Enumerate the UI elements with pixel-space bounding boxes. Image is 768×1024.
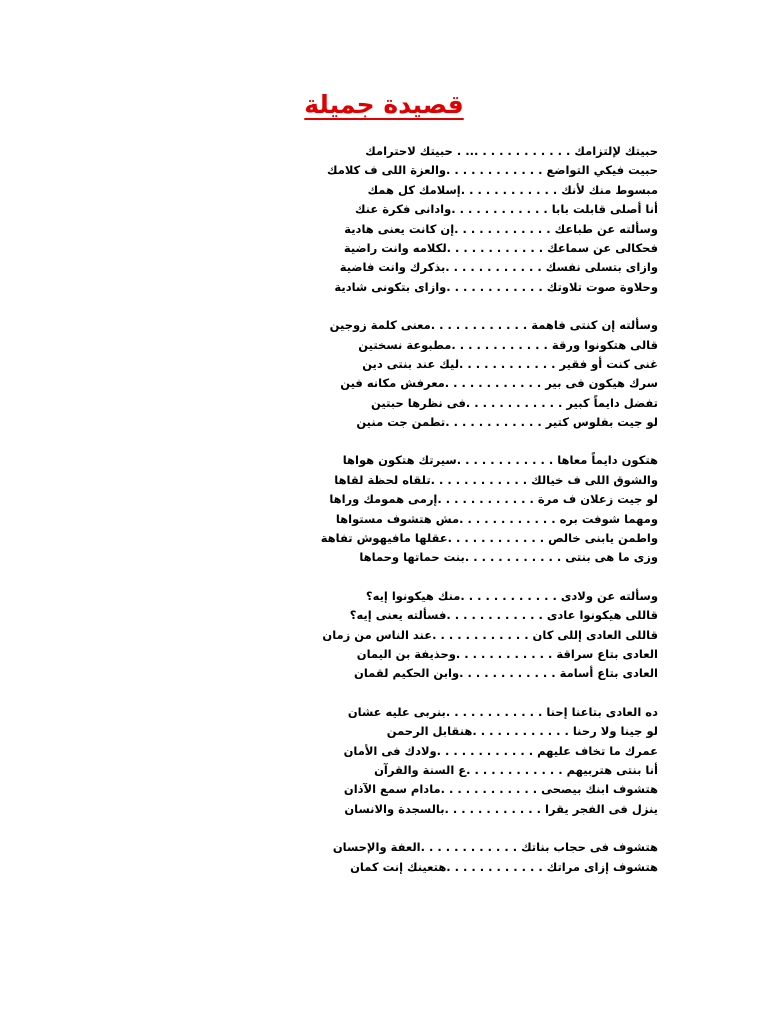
poem-line: مبسوط منك لأنك . . . . . . . . . . . .إسلامك كل همك	[367, 182, 658, 197]
poem-line: عمرك ما تخاف عليهم . . . . . . . . . . . .ولادك فى الأمان	[343, 743, 658, 758]
poem-line: قاللى هيكونوا عادى . . . . . . . . . . . .فسألته يعنى إيه؟	[349, 608, 658, 623]
poem-line: قاللى العادى إللى كان . . . . . . . . . . . .عند الناس من زمان	[322, 627, 658, 642]
poem-line: وازاى بتسلى نفسك . . . . . . . . . . . .بذكرك وانت فاضية	[339, 260, 658, 275]
poem-line: حبيتك لإلتزامك . . . . . . . . . . . ... . حبيتك لاحترامك	[365, 144, 658, 158]
poem-line: ومهما شوفت بره . . . . . . . . . . . .مش هتشوف مستواها	[335, 511, 658, 526]
poem-line: فحكالى عن سماعك . . . . . . . . . . . .لكلامه وانت راضية	[343, 240, 658, 255]
poem-line: وزى ما هى بنتى . . . . . . . . . . . .بنت حماتها وحماها	[359, 550, 658, 565]
poem-stanza	[318, 316, 658, 432]
poem-line: هتكون دايماً معاها . . . . . . . . . . . .سيرتك هتكون هواها	[342, 453, 658, 468]
poem-line: لو جيت زعلان ف مرة . . . . . . . . . . . .إرمى همومك وراها	[329, 492, 658, 507]
poem-line: وسألته عن طباعك . . . . . . . . . . . .إن كانت يعنى هادية	[344, 221, 658, 236]
poem-stanza	[318, 142, 658, 297]
poem-line: وسألته عن ولادى . . . . . . . . . . . .منك هيكونوا إيه؟	[365, 588, 658, 603]
poem-line: أنا بنتى هتربيهم . . . . . . . . . . . .ع السنة والقرآن	[374, 762, 658, 777]
poem-line: وحلاوة صوت تلاوتك . . . . . . . . . . . .وازاى بتكونى شادية	[334, 279, 658, 294]
poem-line: واطمن يابنى خالص . . . . . . . . . . . .عقلها مافيهوش تفاهة	[320, 531, 658, 546]
poem-stanza	[318, 838, 658, 877]
poem-line: العادى بتاع أسامة . . . . . . . . . . . .وابن الحكيم لقمان	[354, 666, 658, 681]
poem-line: غنى كنت أو فقير . . . . . . . . . . . .ليك عند بنتى دين	[362, 356, 658, 371]
poem-line: هتشوف ابنك بيصحى . . . . . . . . . . . .مادام سمع الآذان	[343, 782, 658, 797]
poem-stanza	[318, 703, 658, 819]
poem-line: ينزل فى الفجر يقرا . . . . . . . . . . . .بالسجدة والانسان	[344, 801, 658, 816]
poem-line: هتشوف فى حجاب بناتك . . . . . . . . . . . .العفة والإحسان	[332, 840, 658, 855]
poem-line: قالى هتكونوا ورقة . . . . . . . . . . . .مطبوعة نسختين	[358, 337, 658, 352]
poem-line: تفضل دايماً كبير . . . . . . . . . . . .فى نظرها حبتين	[371, 395, 658, 410]
poem-line: العادى بتاع سراقة . . . . . . . . . . . .وحذيفة بن اليمان	[356, 646, 658, 661]
poem-line: لو جيت بفلوس كتير . . . . . . . . . . . .تطمن جت منين	[356, 415, 658, 430]
poem-title-text: قصيدة جميلة	[304, 90, 464, 119]
poem-line: وسألته إن كنتى فاهمة . . . . . . . . . . . .معنى كلمة زوجين	[329, 318, 658, 333]
poem-line: سرك هيكون فى بير . . . . . . . . . . . .معرفش مكانه فين	[340, 376, 658, 391]
poem-stanza	[318, 587, 658, 684]
poem-line: والشوق اللى ف خيالك . . . . . . . . . . . .تلقاه لحظة لقاها	[334, 472, 658, 487]
poem-line: هتشوف إزاى مراتك . . . . . . . . . . . .هتعينك إنت كمان	[350, 859, 658, 874]
poem-stanza	[318, 451, 658, 567]
poem-line: ده العادى بتاعنا إحنا . . . . . . . . . . . .بنربى عليه عشان	[347, 704, 658, 719]
poem-line: لو جينا ولا رحنا . . . . . . . . . . . .هنقابل الرحمن	[386, 724, 658, 739]
poem-body	[318, 142, 658, 896]
poem-line: حبيت فيكي التواضع . . . . . . . . . . . .والعزة اللى ف كلامك	[327, 163, 658, 178]
poem-line: أنا أصلى قابلت بابا . . . . . . . . . . . .وادانى فكرة عنك	[354, 202, 658, 217]
poem-title	[0, 88, 768, 122]
